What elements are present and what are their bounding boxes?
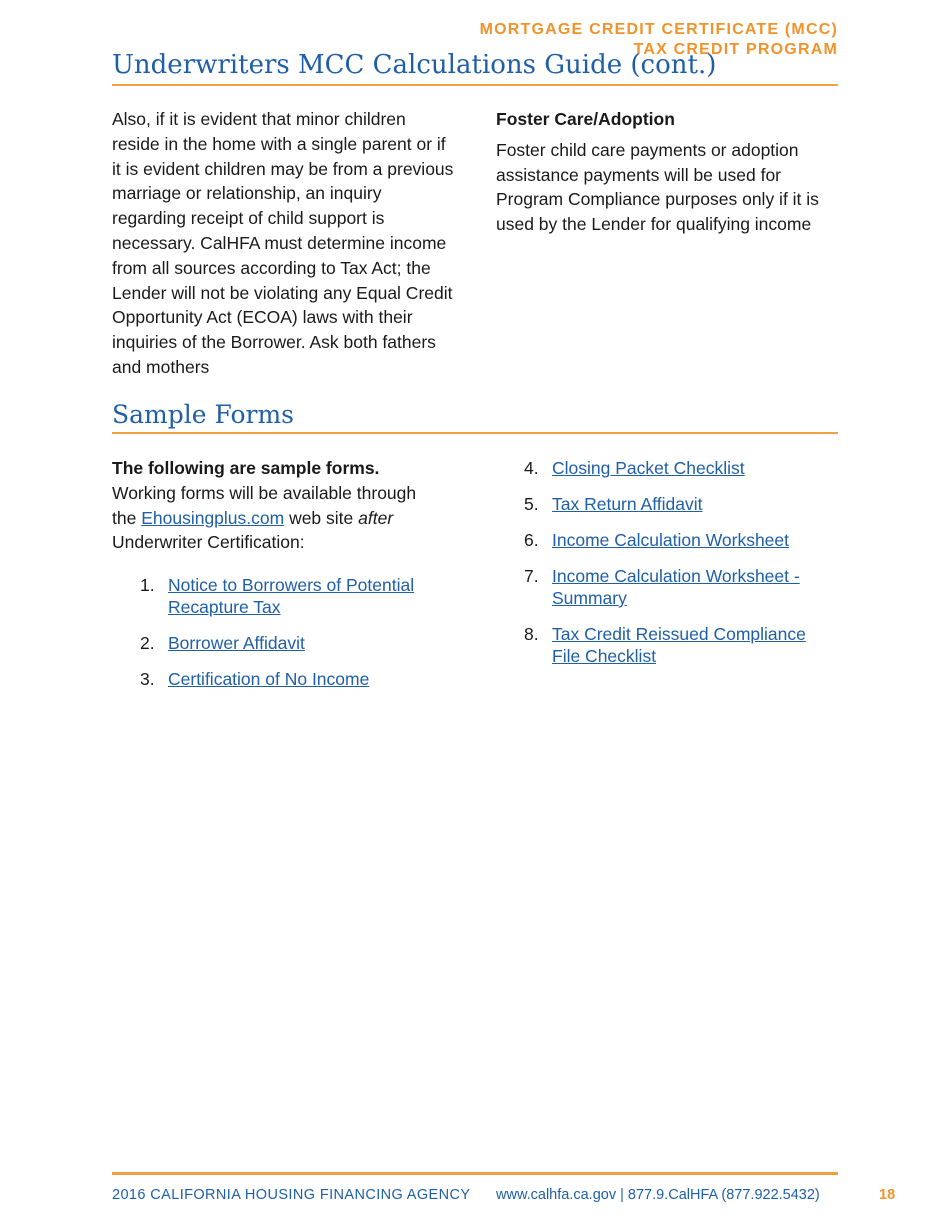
list-item: 2. Borrower Affidavit [140, 633, 305, 653]
sample-forms-heading: Sample Forms [112, 400, 294, 429]
list-item: 6. Income Calculation Worksheet [524, 530, 790, 550]
sample-forms-list-left [140, 574, 440, 704]
list-item: 3. Certification of No Income [140, 669, 370, 689]
foster-care-heading: Foster Care/Adoption [496, 109, 675, 129]
footer-divider [112, 1172, 838, 1175]
form-link-borrower-affidavit[interactable]: Borrower Affidavit [168, 633, 305, 653]
title-divider [112, 84, 838, 86]
form-link-income-worksheet-summary[interactable]: Income Calculation Worksheet - Summary [552, 566, 800, 608]
form-link-closing-packet-checklist[interactable]: Closing Packet Checklist [552, 458, 745, 478]
sample-forms-divider [112, 432, 838, 434]
footer-agency: 2016 CALIFORNIA HOUSING FINANCING AGENCY [112, 1187, 471, 1203]
sample-forms-intro [112, 456, 442, 555]
form-link-tax-return-affidavit[interactable]: Tax Return Affidavit [552, 494, 703, 514]
sample-forms-list-right [524, 457, 824, 681]
program-tag-line1: MORTGAGE CREDIT CERTIFICATE (MCC) [479, 21, 838, 38]
ehousingplus-link[interactable]: Ehousingplus.com [141, 507, 285, 528]
child-support-paragraph: Also, if it is evident that minor children reside in the home with a single parent or if it is evident children may be from a previous marriage or relationship, an inquiry regarding receipt of child support is necessary. CalHFA must determine income from all sources according to Tax Act; the Lender will not be violating any Equal Credit Opportunity Act (ECOA) laws with their inquiries of the Borrower. Ask both fathers and mothers [112, 109, 454, 377]
form-link-certification-no-income[interactable]: Certification of No Income [168, 669, 370, 689]
page-number: 18 [879, 1187, 896, 1203]
list-item: 1. Notice to Borrowers of Potential Recapture Tax [140, 574, 440, 618]
foster-care-section [496, 107, 841, 237]
form-link-reissued-compliance-checklist[interactable]: Tax Credit Reissued Compliance File Checklist [552, 624, 806, 666]
form-link-notice-recapture-tax[interactable]: Notice to Borrowers of Potential Recapture Tax [168, 575, 415, 617]
foster-care-paragraph: Foster child care payments or adoption assistance payments will be used for Program Compliance purposes only if it is used by the Lender for qualifying income [496, 139, 819, 235]
program-tag-line2: TAX CREDIT PROGRAM [633, 41, 838, 58]
list-item: 8. Tax Credit Reissued Compliance File Checklist [524, 623, 824, 667]
page-title: Underwriters MCC Calculations Guide (cont.) [112, 50, 717, 80]
child-support-section [112, 107, 458, 380]
form-link-income-calculation-worksheet[interactable]: Income Calculation Worksheet [552, 530, 790, 550]
list-item: 5. Tax Return Affidavit [524, 494, 703, 514]
list-item: 7. Income Calculation Worksheet - Summary [524, 565, 824, 609]
list-item: 4. Closing Packet Checklist [524, 458, 745, 478]
sample-forms-intro-bold: The following are sample forms. [112, 458, 380, 478]
footer-contact: www.calhfa.ca.gov | 877.9.CalHFA (877.922.5432) [496, 1187, 820, 1203]
sample-forms-intro-text: Working forms will be available through the Ehousingplus.com web site after Underwriter Certification: [112, 482, 417, 553]
